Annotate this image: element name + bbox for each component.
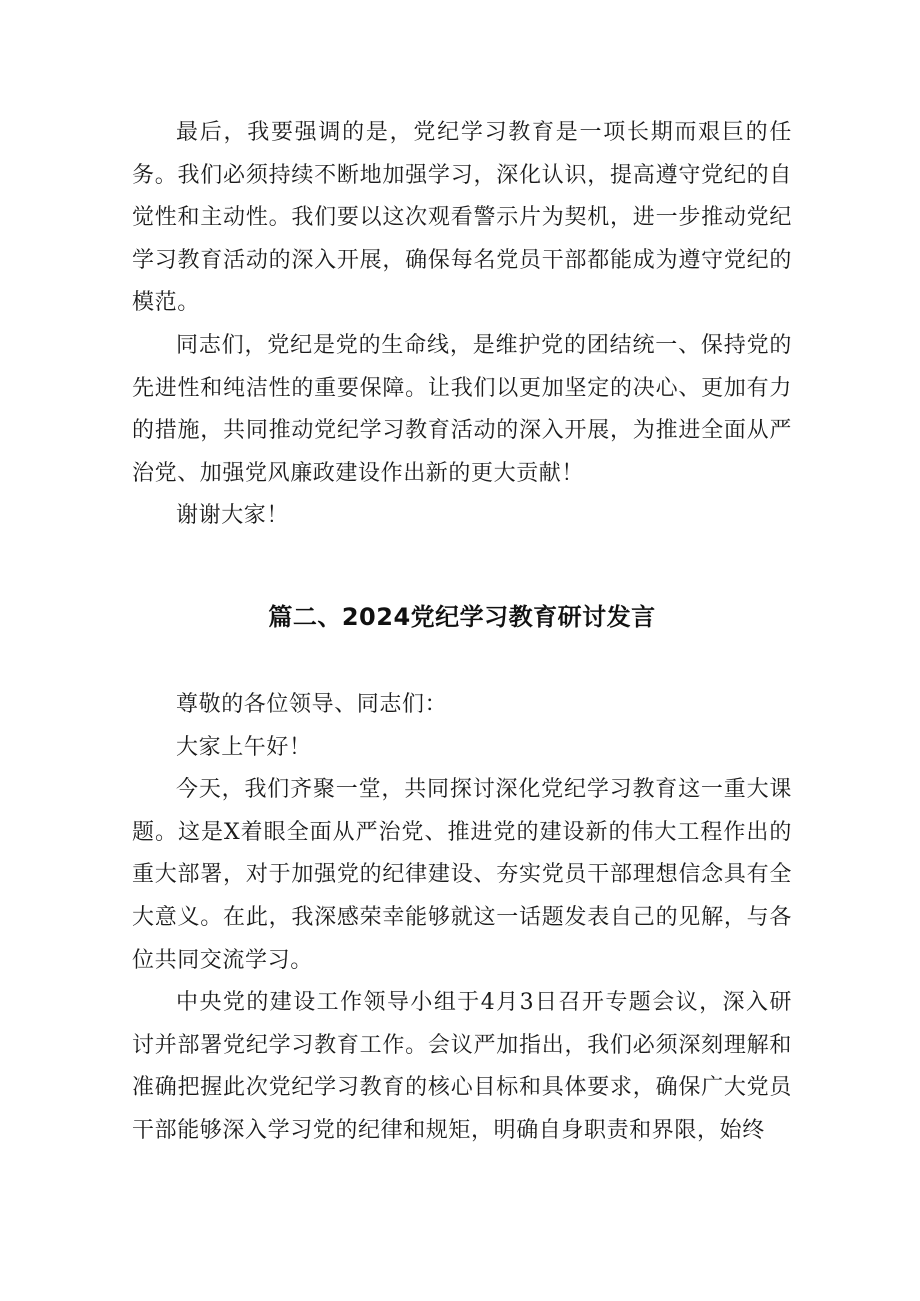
section-title: 篇二、2024党纪学习教育研讨发言 [268,602,656,631]
document-body [132,112,792,1152]
paragraph-closing-emphasis: 最后，我要强调的是，党纪学习教育是一项长期而艰巨的任务。我们必须持续不断地加强学习，深化认识，提高遵守党纪的自觉性和主动性。我们要以这次观看警示片为契机，进一步推动党纪学习教育活动的深入开展，确保每名党员干部都能成为遵守党纪的模范。 [132,120,792,316]
section-spacer [132,634,792,684]
paragraph-greeting: 大家上午好！ [176,734,312,760]
paragraph-salutation: 尊敬的各位领导、同志们： [176,691,448,717]
paragraph-thanks: 谢谢大家！ [176,503,290,529]
paragraph-introduction: 今天，我们齐聚一堂，共同探讨深化党纪学习教育这一重大课题。这是X着眼全面从严治党、推进党的建设新的伟大工程作出的重大部署，对于加强党的纪律建设、夯实党员干部理想信念具有全大意义。在此，我深感荣幸能够就这一话题发表自己的见解，与各位共同交流学习。 [132,777,792,973]
section-spacer [132,538,792,600]
paragraph-comrades-call: 同志们，党纪是党的生命线，是维护党的团结统一、保持党的先进性和纯洁性的重要保障。让我们以更加坚定的决心、更加有力的措施，共同推动党纪学习教育活动的深入开展，为推进全面从严治党、加强党风廉政建设作出新的更大贡献！ [132,332,792,486]
paragraph-meeting-summary: 中央党的建设工作领导小组于4月3日召开专题会议，深入研讨并部署党纪学习教育工作。会议严加指出，我们必须深刻理解和准确把握此次党纪学习教育的核心目标和具体要求，确保广大党员干部能够深入学习党的纪律和规矩，明确自身职责和界限，始终 [132,990,792,1143]
